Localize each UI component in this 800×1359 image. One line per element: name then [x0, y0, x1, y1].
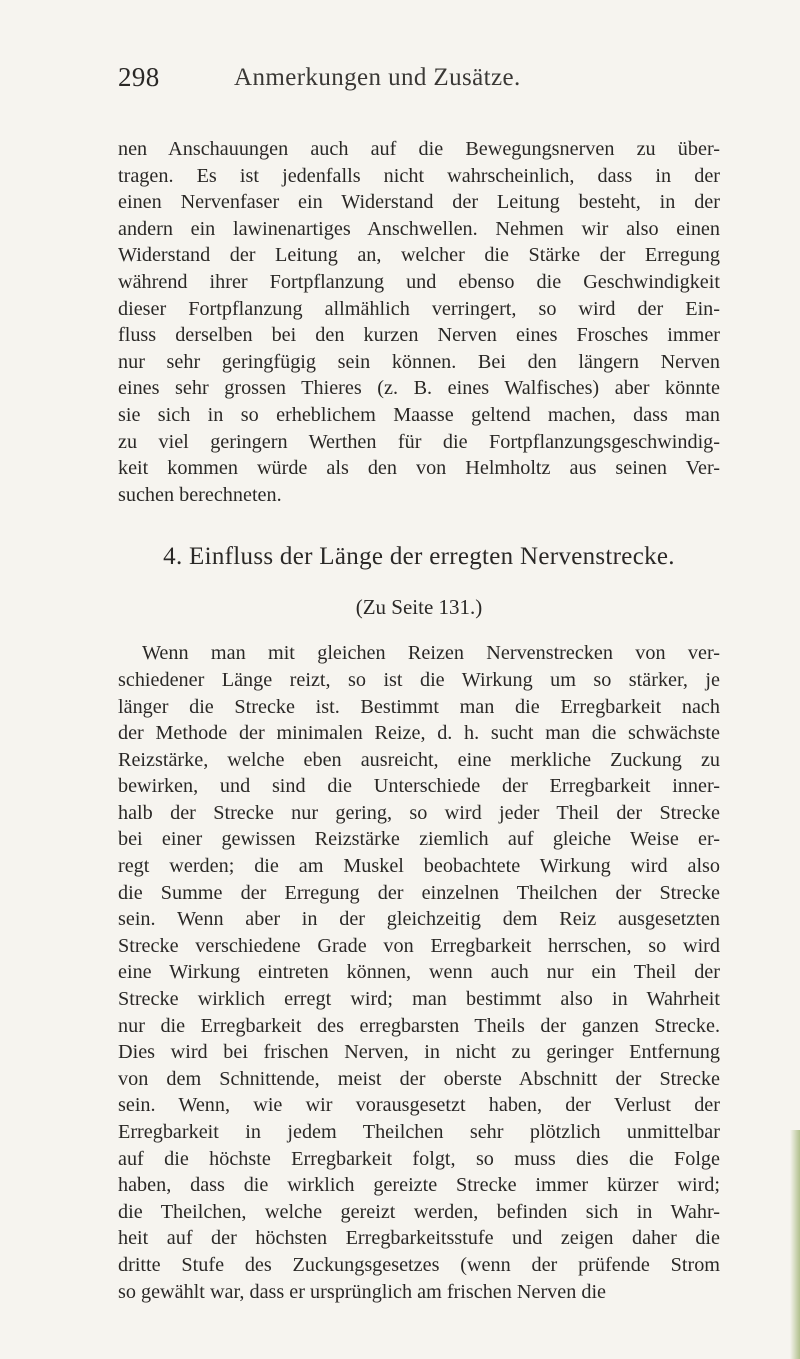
- text-line: Wenn man mit gleichen Reizen Nervenstrecken von ver-: [142, 642, 720, 665]
- text-line: regt werden; die am Muskel beobachtete Wirkung wird also: [118, 855, 720, 878]
- text-line: dritte Stufe des Zuckungsgesetzes (wenn der prüfende Strom: [118, 1253, 720, 1276]
- scan-edge-artifact: [790, 1130, 800, 1359]
- text-line: eines sehr grossen Thieres (z. B. eines Walfisches) aber könnte: [118, 377, 720, 400]
- text-line: Strecke wirklich erregt wird; man bestimmt also in Wahrheit: [118, 988, 720, 1011]
- paragraph-2: [118, 640, 720, 1305]
- text-line: Dies wird bei frischen Nerven, in nicht zu geringer Entfernung: [118, 1041, 720, 1064]
- text-line: schiedener Länge reizt, so ist die Wirkung um so stärker, je: [118, 668, 720, 691]
- text-line: heit auf der höchsten Erregbarkeitsstufe und zeigen daher die: [118, 1227, 720, 1250]
- text-line: die Theilchen, welche gereizt werden, befinden sich in Wahr-: [118, 1200, 720, 1223]
- text-line: Widerstand der Leitung an, welcher die Stärke der Erregung: [118, 244, 720, 267]
- text-line: halb der Strecke nur gering, so wird jeder Theil der Strecke: [118, 801, 720, 824]
- page-number: 298: [118, 62, 160, 92]
- text-line: tragen. Es ist jedenfalls nicht wahrscheinlich, dass in der: [118, 164, 720, 187]
- text-line: sein. Wenn aber in der gleichzeitig dem Reiz ausgesetzten: [118, 908, 720, 931]
- text-line: dieser Fortpflanzung allmählich verringert, so wird der Ein-: [118, 297, 720, 320]
- text-line: suchen berechneten.: [118, 483, 282, 506]
- text-line: nur die Erregbarkeit des erregbarsten Theils der ganzen Strecke.: [118, 1014, 720, 1037]
- text-line: bewirken, und sind die Unterschiede der Erregbarkeit inner-: [118, 775, 720, 798]
- text-line: sie sich in so erheblichem Maasse geltend machen, dass man: [118, 403, 720, 426]
- text-line: sein. Wenn, wie wir vorausgesetzt haben, der Verlust der: [118, 1094, 720, 1117]
- text-line: eine Wirkung eintreten können, wenn auch nur ein Theil der: [118, 961, 720, 984]
- text-line: andern ein lawinenartiges Anschwellen. Nehmen wir also einen: [118, 217, 720, 240]
- text-line: fluss derselben bei den kurzen Nerven eines Frosches immer: [118, 324, 720, 347]
- paragraph-1: [118, 136, 720, 508]
- text-line: nen Anschauungen auch auf die Bewegungsnerven zu über-: [118, 138, 720, 160]
- page-header: [118, 62, 718, 98]
- text-line: so gewählt war, dass er ursprünglich am frischen Nerven die: [118, 1280, 607, 1303]
- text-line: auf die höchste Erregbarkeit folgt, so muss dies die Folge: [118, 1147, 720, 1170]
- running-title: Anmerkungen und Zusätze.: [234, 64, 521, 91]
- text-line: haben, dass die wirklich gereizte Strecke immer kürzer wird;: [118, 1174, 720, 1197]
- text-line: einen Nervenfaser ein Widerstand der Leitung besteht, in der: [118, 191, 720, 214]
- text-line: zu viel geringern Werthen für die Fortpflanzungsgeschwindig-: [118, 430, 720, 453]
- text-line: länger die Strecke ist. Bestimmt man die Erregbarkeit nach: [118, 695, 720, 718]
- text-line: von dem Schnittende, meist der oberste Abschnitt der Strecke: [118, 1067, 720, 1090]
- section-heading: 4. Einfluss der Länge der erregten Nervenstrecke.: [163, 543, 675, 571]
- text-line: nur sehr geringfügig sein können. Bei den längern Nerven: [118, 350, 720, 373]
- text-line: keit kommen würde als den von Helmholtz aus seinen Ver-: [118, 457, 720, 480]
- text-line: Reizstärke, welche eben ausreicht, eine merkliche Zuckung zu: [118, 748, 720, 771]
- text-line: Erregbarkeit in jedem Theilchen sehr plötzlich unmittelbar: [118, 1121, 720, 1143]
- text-line: bei einer gewissen Reizstärke ziemlich auf gleiche Weise er-: [118, 828, 720, 851]
- section-reference: (Zu Seite 131.): [355, 595, 483, 620]
- text-line: die Summe der Erregung der einzelnen Theilchen der Strecke: [118, 881, 720, 904]
- text-line: der Methode der minimalen Reize, d. h. sucht man die schwächste: [118, 722, 720, 745]
- text-line: Strecke verschiedene Grade von Erregbarkeit herrschen, so wird: [118, 934, 720, 957]
- page-body: [118, 136, 720, 1305]
- text-line: während ihrer Fortpflanzung und ebenso die Geschwindigkeit: [118, 270, 720, 293]
